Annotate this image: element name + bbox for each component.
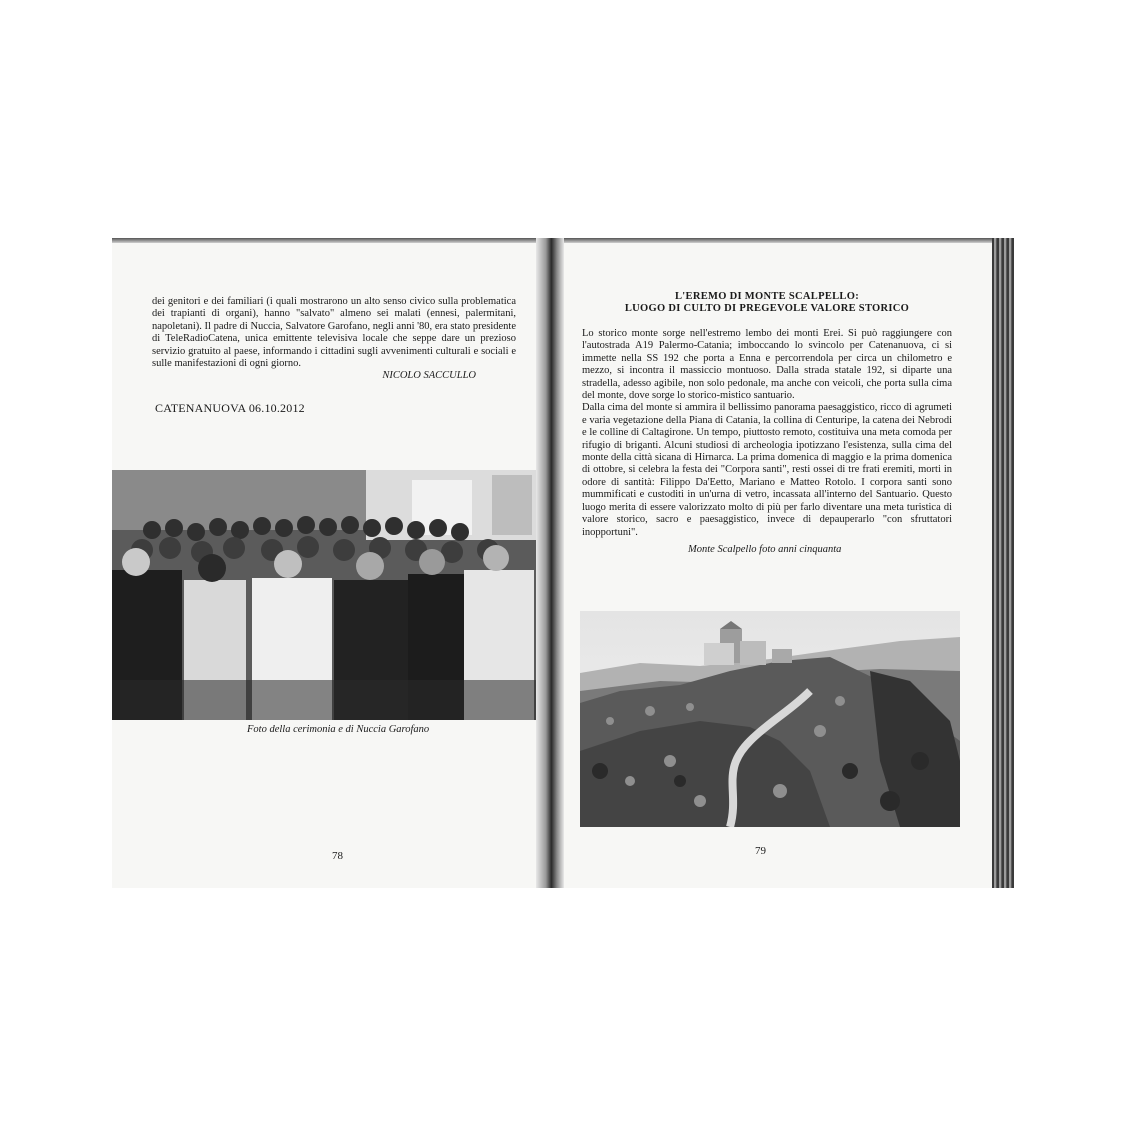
left-page-number: 78 (332, 850, 343, 862)
body-paragraph-1: Lo storico monte sorge nell'estremo lembo dei monti Erei. Si può raggiungere con l'autostrada A19 Palermo-Catania; imboccando lo svincolo per Catenanuova, ci si immette nella SS 192 che porta a Enna e percorrendola per circa un chilometro e mezzo, si incontra il massiccio montuoso. Dalla strada statale 192, si diparte una stradella, adesso agibile, non solo pedonale, ma anche con veicoli, che porta sulla cima del monte, dove sorge lo storico-mistico santuario. (582, 328, 952, 402)
left-paragraph-text: dei genitori e dei familiari (i quali mostrarono un alto senso civico sulla problematica dei trapianti di organi), hanno "salvato" almeno sei malati (ennesi, palermitani, napoletani). Il padre di Nuccia, Salvatore Garofano, negli anni '80, era stato presidente di TeleRadioCatena, unica emittente televisiva locale che seppe dare un prezioso servizio gratuito al paese, informando i cittadini sugli avvenimenti culturali e sociali e sulle manifestazioni di ogni giorno. (152, 296, 516, 370)
right-photo-caption: Monte Scalpello foto anni cinquanta (688, 544, 842, 555)
left-photo-caption: Foto della cerimonia e di Nuccia Garofano (247, 724, 430, 735)
article-title (582, 291, 952, 315)
book-gutter (536, 238, 564, 888)
title-line-2: LUOGO DI CULTO DI PREGEVOLE VALORE STORICO (624, 303, 910, 314)
body-paragraph-2: Dalla cima del monte si ammira il bellissimo panorama paesaggistico, ricco di agrumeti e varia vegetazione della Piana di Catania, la collina di Centuripe, la catena dei Nebrodi e le colline di Caltagirone. Un tempo, piuttosto remoto, costituiva una meta comoda per rifugio di briganti. Alcuni studiosi di archeologia ipotizzano l'esistenza, sulla cima del monte della città sicana di Hirnarca. La prima domenica di maggio e la prima domenica di ottobre, si celebra la festa dei "Corpora santi", resti ossei di tre frati eremiti, morti in odore di santità: Filippo Da'Eetto, Mariano e Matteo Rotolo. I corpora santi sono mummificati e custoditi in un'urna di vetro, incassata all'interno del Santuario. Questo luogo merita di essere valorizzato molto di più per farlo diventare una meta turistica di valore storico, sacro e paesaggistico, invece di depauperarlo "con sfruttatori inopportuni". (582, 402, 952, 538)
right-page-number: 79 (755, 845, 766, 857)
left-page-paragraph (152, 296, 516, 383)
title-line-1: L'EREMO DI MONTE SCALPELLO: (675, 291, 859, 302)
ceremony-photo (112, 470, 544, 720)
date-line: CATENANUOVA 06.10.2012 (155, 401, 305, 415)
right-page-body (582, 328, 952, 539)
author-signature: NICOLO SACCULLO (382, 370, 476, 382)
monte-scalpello-photo (580, 611, 960, 827)
book-spread (112, 238, 1014, 888)
page-edges (992, 238, 1014, 888)
